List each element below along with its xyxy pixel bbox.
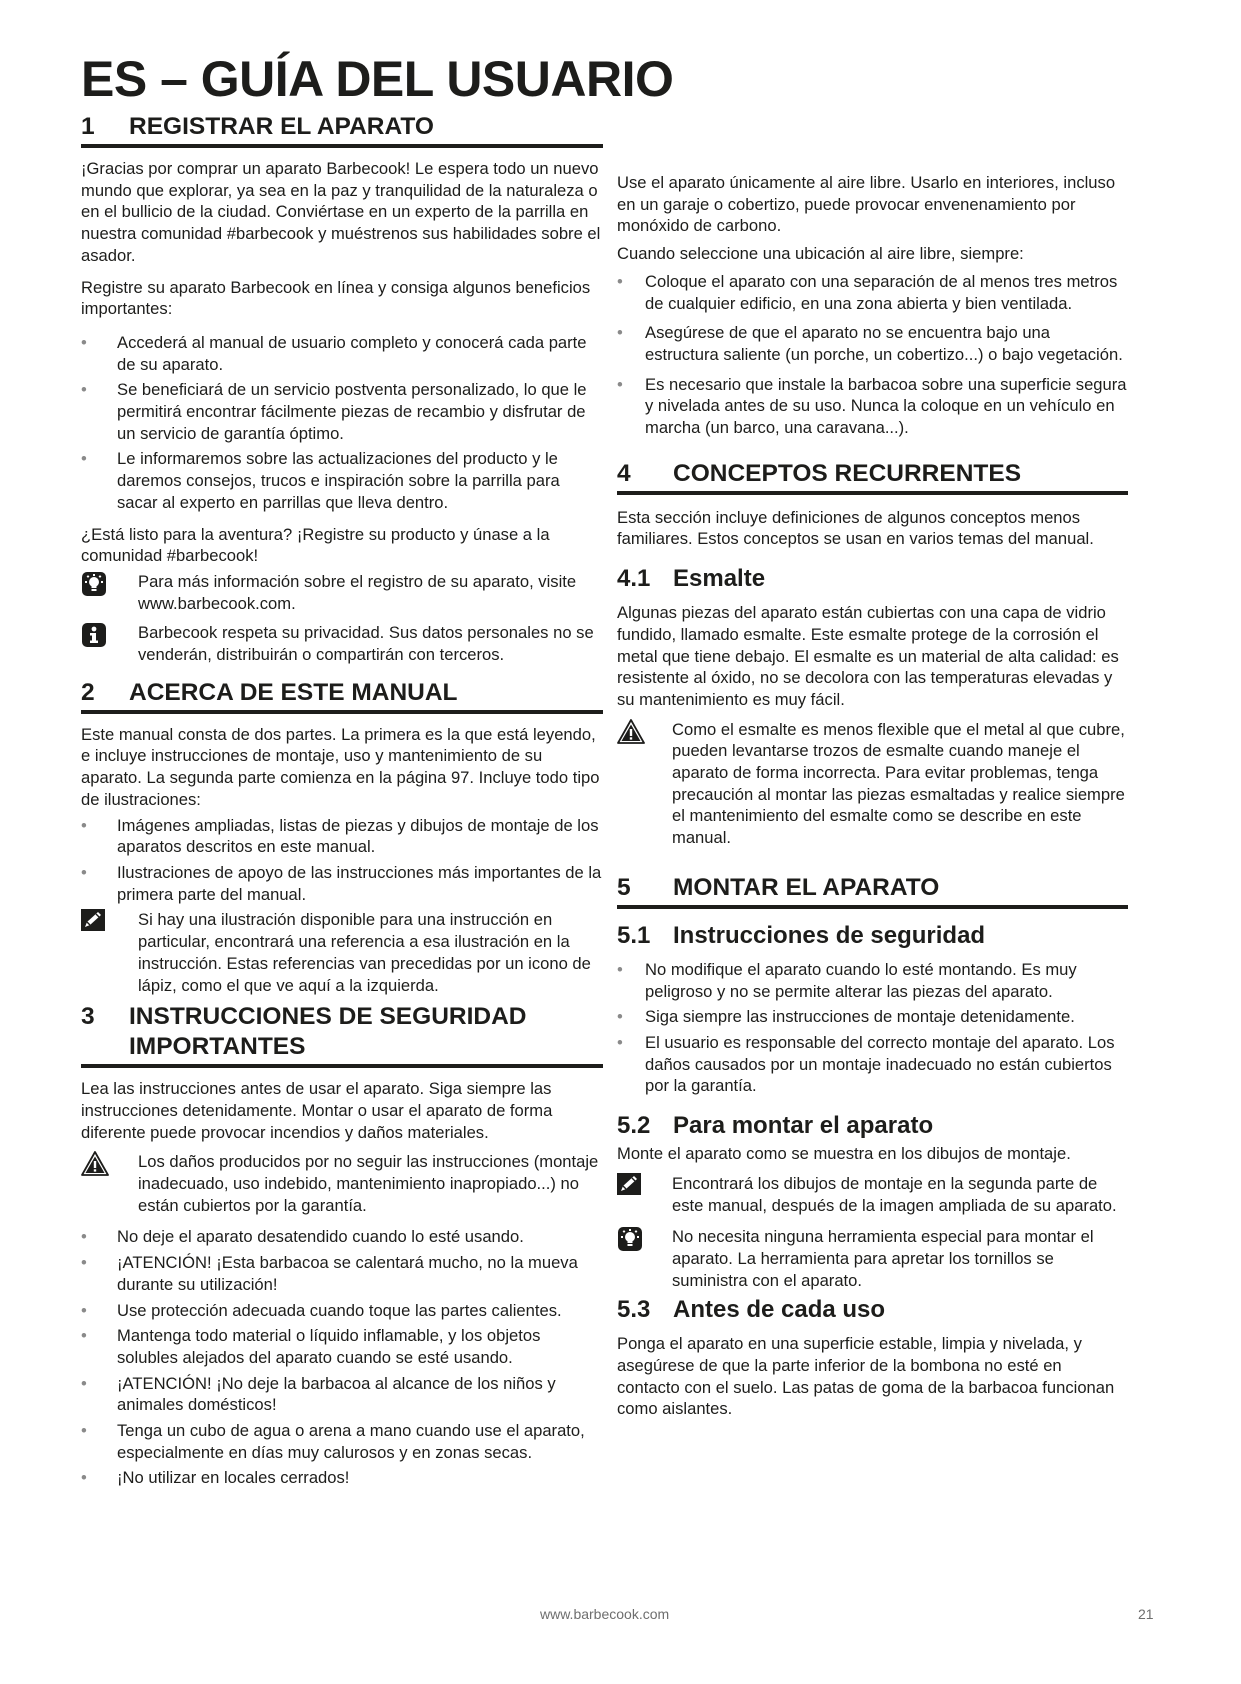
warning-note [617, 719, 1128, 849]
warning-icon [81, 1151, 109, 1176]
section-title: CONCEPTOS RECURRENTES [673, 459, 1022, 487]
lightbulb-icon [81, 571, 107, 597]
bullet-list [81, 332, 603, 514]
paragraph: ¿Está listo para la aventura? ¡Registre su producto y únase a la comunidad #barbecook! [81, 524, 550, 566]
list-item: • ¡ATENCIÓN! ¡No deje la barbacoa al alcance de los niños y animales domésticos! [81, 1373, 603, 1416]
subsection-5-2-heading [617, 1111, 1128, 1141]
note-text: No necesita ninguna herramienta especial para montar el aparato. La herramienta para apretar los tornillos se suministra con el aparato. [672, 1227, 1094, 1290]
subsection-number: 4.1 [617, 565, 651, 593]
section-5-heading [617, 873, 1128, 909]
list-item: • Le informaremos sobre las actualizaciones del producto y le daremos consejos, trucos e inspiración sobre la parrilla para sacar al experto en parrillas que lleva dentro. [81, 448, 603, 513]
list-item: • Se beneficiará de un servicio postventa personalizado, lo que le permitirá encontrar fácilmente piezas de recambio y disfrutar de un servicio de garantía óptimo. [81, 379, 603, 444]
note-text: Barbecook respeta su privacidad. Sus datos personales no se venderán, distribuirán o compartirán con terceros. [138, 623, 594, 665]
pencil-icon [81, 909, 105, 931]
bullet-list [81, 815, 603, 906]
section-1-heading [81, 112, 603, 148]
paragraph: Cuando seleccione una ubicación al aire libre, siempre: [617, 244, 1024, 264]
list-item: • No deje el aparato desatendido cuando lo esté usando. [81, 1226, 603, 1248]
note-text: Encontrará los dibujos de montaje en la segunda parte de este manual, después de la imagen ampliada de su aparato. [672, 1173, 1117, 1215]
list-item: • Siga siempre las instrucciones de montaje detenidamente. [617, 1006, 1128, 1028]
list-item: • Tenga un cubo de agua o arena a mano cuando use el aparato, especialmente en días muy calurosos y en zonas secas. [81, 1420, 603, 1463]
section-number: 1 [81, 113, 95, 140]
list-item: • No modifique el aparato cuando lo esté montando. Es muy peligroso y no se permite alterar las piezas del aparato. [617, 959, 1128, 1002]
section-title: INSTRUCCIONES DE SEGURIDAD IMPORTANTES [129, 1003, 527, 1061]
section-title: ACERCA DE ESTE MANUAL [129, 678, 458, 706]
subsection-number: 5.3 [617, 1296, 651, 1324]
section-title: REGISTRAR EL APARATO [129, 113, 434, 140]
info-note [81, 622, 603, 665]
tip-note [81, 571, 603, 614]
note-text: Los daños producidos por no seguir las instrucciones (montaje inadecuado, uso indebido, mantenimiento inapropiado...) no están cubiertos por la garantía. [138, 1152, 599, 1215]
warning-icon [617, 719, 645, 744]
subsection-title: Para montar el aparato [673, 1112, 934, 1140]
list-item: • El usuario es responsable del correcto montaje del aparato. Los daños causados por un montaje inadecuado no están cubiertos por la garantía. [617, 1032, 1128, 1097]
pencil-note [81, 909, 603, 996]
note-text: Para más información sobre el registro de su aparato, visite www.barbecook.com. [138, 571, 577, 613]
paragraph: ¡Gracias por comprar un aparato Barbecook! Le espera todo un nuevo mundo que explorar, ya sea en la paz y tranquilidad de la naturaleza o en el bullicio de la ciudad. Conviértase en un experto de la parrilla en nuestra comunidad #barbecook y muéstrenos sus habilidades sobre el asador. [81, 159, 601, 265]
section-2-heading [81, 678, 603, 714]
paragraph: Ponga el aparato en una superficie estable, limpia y nivelada, y asegúrese de que la parte inferior de la bombona no esté en contacto con el suelo. Las patas de goma de la barbacoa funcionan como aislantes. [617, 1334, 1115, 1419]
tip-note [617, 1226, 1128, 1291]
section-4-heading [617, 459, 1128, 495]
paragraph: Esta sección incluye definiciones de algunos conceptos menos familiares. Estos conceptos se usan en varios temas del manual. [617, 507, 1094, 549]
section-number: 4 [617, 459, 631, 487]
bullet-list [617, 271, 1128, 439]
subsection-5-1-heading [617, 921, 1128, 951]
list-item: • Ilustraciones de apoyo de las instrucciones más importantes de la primera parte del manual. [81, 862, 603, 905]
subsection-title: Antes de cada uso [673, 1296, 886, 1324]
pencil-icon [617, 1173, 641, 1195]
right-column [617, 172, 1128, 1430]
subsection-title: Instrucciones de seguridad [673, 921, 986, 949]
lightbulb-icon [617, 1226, 643, 1252]
page-title: ES – GUÍA DEL USUARIO [81, 51, 674, 107]
list-item: • Accederá al manual de usuario completo y conocerá cada parte de su aparato. [81, 332, 603, 375]
note-text: Como el esmalte es menos flexible que el metal al que cubre, pueden levantarse trozos de esmalte cuando maneje el aparato de forma incorrecta. Para evitar problemas, tenga precaución al montar las piezas esmaltadas y realice siempre el mantenimiento del esmalte como se describe en este manual. [672, 719, 1125, 848]
section-number: 5 [617, 873, 631, 901]
list-item: • ¡No utilizar en locales cerrados! [81, 1467, 603, 1489]
subsection-number: 5.2 [617, 1112, 651, 1140]
bullet-list [617, 959, 1128, 1097]
list-item: • Asegúrese de que el aparato no se encuentra bajo una estructura saliente (un porche, un cobertizo...) o bajo vegetación. [617, 322, 1128, 365]
section-number: 3 [81, 1003, 95, 1031]
paragraph: Monte el aparato como se muestra en los dibujos de montaje. [617, 1144, 1071, 1164]
warning-note [81, 1151, 603, 1216]
pencil-note [617, 1173, 1128, 1216]
list-item: • Use protección adecuada cuando toque las partes calientes. [81, 1300, 603, 1322]
paragraph: Este manual consta de dos partes. La primera es la que está leyendo, e incluye instrucciones de montaje, uso y mantenimiento de su aparato. La segunda parte comienza en la página 97. Incluye todo tipo de ilustraciones: [81, 724, 600, 809]
info-icon [81, 622, 107, 648]
paragraph: Lea las instrucciones antes de usar el aparato. Siga siempre las instrucciones detenidamente. Montar o usar el aparato de forma diferente puede provocar incendios y daños materiales. [81, 1079, 553, 1142]
list-item: • Mantenga todo material o líquido inflamable, y los objetos solubles alejados del aparato cuando se esté usando. [81, 1325, 603, 1368]
paragraph: Use el aparato únicamente al aire libre. Usarlo en interiores, incluso en un garaje o cobertizo, puede provocar envenenamiento por monóxido de carbono. [617, 173, 1116, 236]
bullet-list [81, 1226, 603, 1489]
subsection-5-3-heading [617, 1295, 1128, 1325]
subsection-title: Esmalte [673, 565, 766, 593]
subsection-4-1-heading [617, 564, 1128, 594]
subsection-number: 5.1 [617, 921, 651, 949]
section-3-heading [81, 1002, 603, 1068]
list-item: • Imágenes ampliadas, listas de piezas y dibujos de montaje de los aparatos descritos en este manual. [81, 815, 603, 858]
left-column [81, 112, 603, 1499]
list-item: • ¡ATENCIÓN! ¡Esta barbacoa se calentará mucho, no la mueva durante su utilización! [81, 1252, 603, 1295]
list-item: • Es necesario que instale la barbacoa sobre una superficie segura y nivelada antes de su uso. Nunca la coloque en un vehículo en marcha (un barco, una caravana...). [617, 374, 1128, 439]
paragraph: Algunas piezas del aparato están cubiertas con una capa de vidrio fundido, llamado esmalte. Este esmalte protege de la corrosión el metal que tiene debajo. El esmalte es un material de alta calidad: es resistente al óxido, no se decolora con las temperaturas elevadas y su mantenimiento es muy fácil. [617, 603, 1119, 709]
list-item: • Coloque el aparato con una separación de al menos tres metros de cualquier edificio, en una zona abierta y bien ventilada. [617, 271, 1128, 314]
note-text: Si hay una ilustración disponible para una instrucción en particular, encontrará una referencia a esa ilustración en la instrucción. Estas referencias van precedidas por un icono de lápiz, como el que ve aquí a la izquierda. [138, 910, 591, 995]
page-number: 21 [1138, 1606, 1154, 1622]
section-title: MONTAR EL APARATO [673, 873, 940, 901]
footer-url: www.barbecook.com [540, 1606, 670, 1622]
paragraph: Registre su aparato Barbecook en línea y consiga algunos beneficios importantes: [81, 277, 591, 319]
section-number: 2 [81, 678, 95, 706]
